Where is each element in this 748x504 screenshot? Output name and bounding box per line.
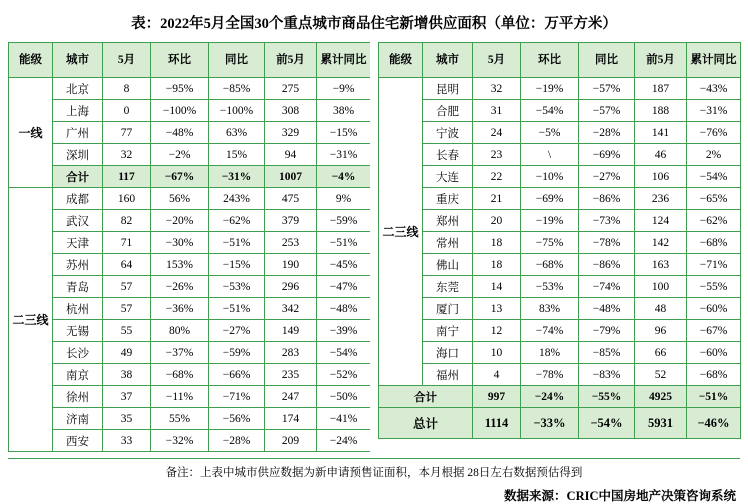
city-name: 杭州 — [53, 298, 103, 320]
value-may: 1114 — [473, 408, 521, 439]
table-row — [379, 122, 741, 144]
value-yoy: −71% — [209, 386, 265, 408]
value-mom: 83% — [521, 298, 579, 320]
value-mom: −68% — [521, 254, 579, 276]
city-name: 宁波 — [423, 122, 473, 144]
value-first5: 141 — [635, 122, 687, 144]
value-cum: −68% — [687, 364, 741, 386]
value-yoy: −57% — [579, 100, 635, 122]
value-mom: 153% — [151, 254, 209, 276]
value-may: 117 — [103, 166, 151, 188]
col-header-grade: 能级 — [379, 43, 423, 78]
value-first5: 94 — [265, 144, 317, 166]
value-mom: 80% — [151, 320, 209, 342]
col-header-cum: 累计同比 — [687, 43, 741, 78]
value-cum: −39% — [317, 320, 371, 342]
value-mom: −5% — [521, 122, 579, 144]
city-name: 东莞 — [423, 276, 473, 298]
city-name: 苏州 — [53, 254, 103, 276]
value-may: 8 — [103, 78, 151, 100]
value-yoy: −86% — [579, 254, 635, 276]
value-mom: −74% — [521, 320, 579, 342]
value-first5: 96 — [635, 320, 687, 342]
value-may: 160 — [103, 188, 151, 210]
value-first5: 52 — [635, 364, 687, 386]
value-yoy: −56% — [209, 408, 265, 430]
value-first5: 48 — [635, 298, 687, 320]
table-row — [9, 254, 371, 276]
value-may: 64 — [103, 254, 151, 276]
value-may: 21 — [473, 188, 521, 210]
value-yoy: −100% — [209, 100, 265, 122]
table-row — [379, 298, 741, 320]
value-may: 35 — [103, 408, 151, 430]
value-cum: 2% — [687, 144, 741, 166]
left-table-cell — [8, 42, 370, 452]
table-row — [9, 122, 371, 144]
value-yoy: −31% — [209, 166, 265, 188]
city-name: 成都 — [53, 188, 103, 210]
value-may: 13 — [473, 298, 521, 320]
value-mom: −54% — [521, 100, 579, 122]
table-row — [379, 100, 741, 122]
value-first5: 296 — [265, 276, 317, 298]
value-yoy: −79% — [579, 320, 635, 342]
col-header-yoy: 同比 — [579, 43, 635, 78]
grade-cell-second-third-tier-right: 二三线 — [379, 78, 423, 386]
value-first5: 275 — [265, 78, 317, 100]
value-first5: 235 — [265, 364, 317, 386]
value-first5: 142 — [635, 232, 687, 254]
table-row — [9, 408, 371, 430]
table-row — [379, 144, 741, 166]
value-cum: 38% — [317, 100, 371, 122]
value-cum: −51% — [317, 232, 371, 254]
city-name: 郑州 — [423, 210, 473, 232]
value-yoy: −85% — [579, 342, 635, 364]
city-name: 昆明 — [423, 78, 473, 100]
value-first5: 163 — [635, 254, 687, 276]
table-row — [9, 342, 371, 364]
table-row — [379, 342, 741, 364]
value-cum: −76% — [687, 122, 741, 144]
table-row — [379, 320, 741, 342]
grand-total-row — [379, 408, 741, 439]
value-may: 32 — [473, 78, 521, 100]
value-may: 77 — [103, 122, 151, 144]
col-header-cum: 累计同比 — [317, 43, 371, 78]
table-header-row-left — [9, 43, 371, 78]
value-may: 4 — [473, 364, 521, 386]
value-mom: −53% — [521, 276, 579, 298]
value-yoy: −74% — [579, 276, 635, 298]
value-mom: −48% — [151, 122, 209, 144]
value-cum: −43% — [687, 78, 741, 100]
value-cum: 9% — [317, 188, 371, 210]
value-may: 18 — [473, 254, 521, 276]
value-may: 23 — [473, 144, 521, 166]
value-mom: 18% — [521, 342, 579, 364]
city-name: 佛山 — [423, 254, 473, 276]
value-cum: −9% — [317, 78, 371, 100]
value-yoy: −85% — [209, 78, 265, 100]
supply-table-right — [378, 42, 741, 439]
table-row — [379, 364, 741, 386]
city-name: 长沙 — [53, 342, 103, 364]
value-mom: −78% — [521, 364, 579, 386]
value-first5: 247 — [265, 386, 317, 408]
value-cum: −68% — [687, 232, 741, 254]
city-name: 常州 — [423, 232, 473, 254]
col-header-mom: 环比 — [151, 43, 209, 78]
city-name: 上海 — [53, 100, 103, 122]
table-row — [379, 232, 741, 254]
table-row — [9, 364, 371, 386]
value-yoy: −86% — [579, 188, 635, 210]
value-mom: −11% — [151, 386, 209, 408]
supply-table-left — [8, 42, 371, 452]
table-row — [9, 100, 371, 122]
value-first5: 1007 — [265, 166, 317, 188]
city-name: 济南 — [53, 408, 103, 430]
col-header-first5: 前5月 — [635, 43, 687, 78]
value-cum: −54% — [317, 342, 371, 364]
value-may: 997 — [473, 386, 521, 408]
value-mom: −20% — [151, 210, 209, 232]
value-yoy: −59% — [209, 342, 265, 364]
city-name: 深圳 — [53, 144, 103, 166]
value-yoy: 15% — [209, 144, 265, 166]
value-may: 31 — [473, 100, 521, 122]
value-cum: −71% — [687, 254, 741, 276]
value-first5: 46 — [635, 144, 687, 166]
value-yoy: −54% — [579, 408, 635, 439]
value-yoy: −55% — [579, 386, 635, 408]
table-row — [9, 144, 371, 166]
value-cum: −54% — [687, 166, 741, 188]
value-mom: −68% — [151, 364, 209, 386]
city-name: 合肥 — [423, 100, 473, 122]
value-mom: −26% — [151, 276, 209, 298]
value-mom: −67% — [151, 166, 209, 188]
value-first5: 124 — [635, 210, 687, 232]
col-header-may: 5月 — [103, 43, 151, 78]
col-header-yoy: 同比 — [209, 43, 265, 78]
value-cum: −45% — [317, 254, 371, 276]
city-name: 南京 — [53, 364, 103, 386]
value-first5: 100 — [635, 276, 687, 298]
table-row — [379, 210, 741, 232]
city-name: 天津 — [53, 232, 103, 254]
value-first5: 188 — [635, 100, 687, 122]
value-may: 57 — [103, 298, 151, 320]
value-yoy: 63% — [209, 122, 265, 144]
value-may: 18 — [473, 232, 521, 254]
value-first5: 475 — [265, 188, 317, 210]
table-row — [9, 320, 371, 342]
grand-total-label: 总计 — [379, 408, 473, 439]
table-row — [9, 276, 371, 298]
table-row — [379, 276, 741, 298]
value-may: 57 — [103, 276, 151, 298]
value-may: 38 — [103, 364, 151, 386]
city-name: 青岛 — [53, 276, 103, 298]
value-cum: −50% — [317, 386, 371, 408]
value-mom: −30% — [151, 232, 209, 254]
value-mom: −75% — [521, 232, 579, 254]
page-title: 表：2022年5月全国30个重点城市商品住宅新增供应面积（单位：万平方米） — [131, 16, 617, 32]
value-mom: −19% — [521, 78, 579, 100]
value-cum: −67% — [687, 320, 741, 342]
value-cum: −52% — [317, 364, 371, 386]
value-cum: −46% — [687, 408, 741, 439]
city-name: 西安 — [53, 430, 103, 452]
value-yoy: −69% — [579, 144, 635, 166]
value-cum: −24% — [317, 430, 371, 452]
value-first5: 187 — [635, 78, 687, 100]
value-first5: 283 — [265, 342, 317, 364]
city-name: 长春 — [423, 144, 473, 166]
table-row — [9, 210, 371, 232]
value-yoy: −62% — [209, 210, 265, 232]
value-cum: −62% — [687, 210, 741, 232]
value-may: 49 — [103, 342, 151, 364]
value-yoy: 243% — [209, 188, 265, 210]
value-may: 20 — [473, 210, 521, 232]
value-first5: 5931 — [635, 408, 687, 439]
value-cum: −60% — [687, 298, 741, 320]
value-first5: 379 — [265, 210, 317, 232]
value-may: 55 — [103, 320, 151, 342]
grade-cell-second-third-tier-left: 二三线 — [9, 188, 53, 452]
value-may: 71 — [103, 232, 151, 254]
value-mom: −32% — [151, 430, 209, 452]
table-row — [9, 188, 371, 210]
value-mom: 56% — [151, 188, 209, 210]
value-mom: \ — [521, 144, 579, 166]
value-cum: −31% — [317, 144, 371, 166]
value-yoy: −57% — [579, 78, 635, 100]
city-name: 海口 — [423, 342, 473, 364]
value-cum: −51% — [687, 386, 741, 408]
value-first5: 209 — [265, 430, 317, 452]
col-header-city: 城市 — [423, 43, 473, 78]
value-cum: −55% — [687, 276, 741, 298]
value-cum: −65% — [687, 188, 741, 210]
city-name: 重庆 — [423, 188, 473, 210]
value-first5: 66 — [635, 342, 687, 364]
value-may: 32 — [103, 144, 151, 166]
value-yoy: −28% — [579, 122, 635, 144]
value-cum: −31% — [687, 100, 741, 122]
subtotal-label: 合计 — [379, 386, 473, 408]
subtotal-row-second-third-tier — [379, 386, 741, 408]
value-first5: 329 — [265, 122, 317, 144]
value-first5: 236 — [635, 188, 687, 210]
value-first5: 308 — [265, 100, 317, 122]
value-cum: −60% — [687, 342, 741, 364]
value-may: 22 — [473, 166, 521, 188]
col-header-may: 5月 — [473, 43, 521, 78]
value-first5: 253 — [265, 232, 317, 254]
value-yoy: −51% — [209, 232, 265, 254]
subtotal-row-first-tier — [9, 166, 371, 188]
footnote: 备注：上表中城市供应数据为新申请预售证面积，本月根据 28日左右数据预估得到 — [8, 458, 740, 484]
col-header-mom: 环比 — [521, 43, 579, 78]
value-may: 10 — [473, 342, 521, 364]
city-name: 厦门 — [423, 298, 473, 320]
value-cum: −15% — [317, 122, 371, 144]
value-may: 14 — [473, 276, 521, 298]
value-yoy: −78% — [579, 232, 635, 254]
table-row — [9, 298, 371, 320]
city-name: 广州 — [53, 122, 103, 144]
value-cum: −59% — [317, 210, 371, 232]
value-mom: −10% — [521, 166, 579, 188]
tables-layout — [8, 42, 740, 452]
table-row — [9, 430, 371, 452]
value-mom: 55% — [151, 408, 209, 430]
value-cum: −41% — [317, 408, 371, 430]
city-name: 徐州 — [53, 386, 103, 408]
value-yoy: −51% — [209, 298, 265, 320]
value-mom: −33% — [521, 408, 579, 439]
value-may: 37 — [103, 386, 151, 408]
value-first5: 174 — [265, 408, 317, 430]
value-first5: 106 — [635, 166, 687, 188]
value-mom: −24% — [521, 386, 579, 408]
city-name: 南宁 — [423, 320, 473, 342]
value-may: 33 — [103, 430, 151, 452]
value-yoy: −53% — [209, 276, 265, 298]
value-yoy: −27% — [209, 320, 265, 342]
value-yoy: −28% — [209, 430, 265, 452]
value-may: 24 — [473, 122, 521, 144]
col-header-grade: 能级 — [9, 43, 53, 78]
city-name: 武汉 — [53, 210, 103, 232]
value-may: 12 — [473, 320, 521, 342]
data-source: 数据来源：CRIC中国房地产决策咨询系统 — [504, 489, 736, 503]
value-yoy: −48% — [579, 298, 635, 320]
value-mom: −69% — [521, 188, 579, 210]
value-mom: −19% — [521, 210, 579, 232]
value-mom: −37% — [151, 342, 209, 364]
right-table-cell — [378, 42, 740, 452]
table-gap — [370, 42, 378, 452]
table-row — [9, 78, 371, 100]
city-name: 大连 — [423, 166, 473, 188]
value-cum: −48% — [317, 298, 371, 320]
value-mom: −95% — [151, 78, 209, 100]
value-may: 0 — [103, 100, 151, 122]
value-first5: 149 — [265, 320, 317, 342]
value-yoy: −15% — [209, 254, 265, 276]
table-row — [379, 188, 741, 210]
col-header-first5: 前5月 — [265, 43, 317, 78]
value-cum: −47% — [317, 276, 371, 298]
value-yoy: −27% — [579, 166, 635, 188]
value-yoy: −66% — [209, 364, 265, 386]
city-name: 北京 — [53, 78, 103, 100]
table-row — [9, 232, 371, 254]
value-cum: −4% — [317, 166, 371, 188]
col-header-city: 城市 — [53, 43, 103, 78]
table-header-row-right — [379, 43, 741, 78]
city-name: 无锡 — [53, 320, 103, 342]
value-yoy: −83% — [579, 364, 635, 386]
city-name: 福州 — [423, 364, 473, 386]
value-first5: 190 — [265, 254, 317, 276]
value-yoy: −73% — [579, 210, 635, 232]
table-row — [379, 166, 741, 188]
value-mom: −2% — [151, 144, 209, 166]
grade-cell-first-tier: 一线 — [9, 78, 53, 188]
value-may: 82 — [103, 210, 151, 232]
value-mom: −100% — [151, 100, 209, 122]
table-row — [379, 254, 741, 276]
subtotal-label: 合计 — [53, 166, 103, 188]
table-row — [9, 386, 371, 408]
table-row — [379, 78, 741, 100]
value-mom: −36% — [151, 298, 209, 320]
value-first5: 342 — [265, 298, 317, 320]
value-first5: 4925 — [635, 386, 687, 408]
